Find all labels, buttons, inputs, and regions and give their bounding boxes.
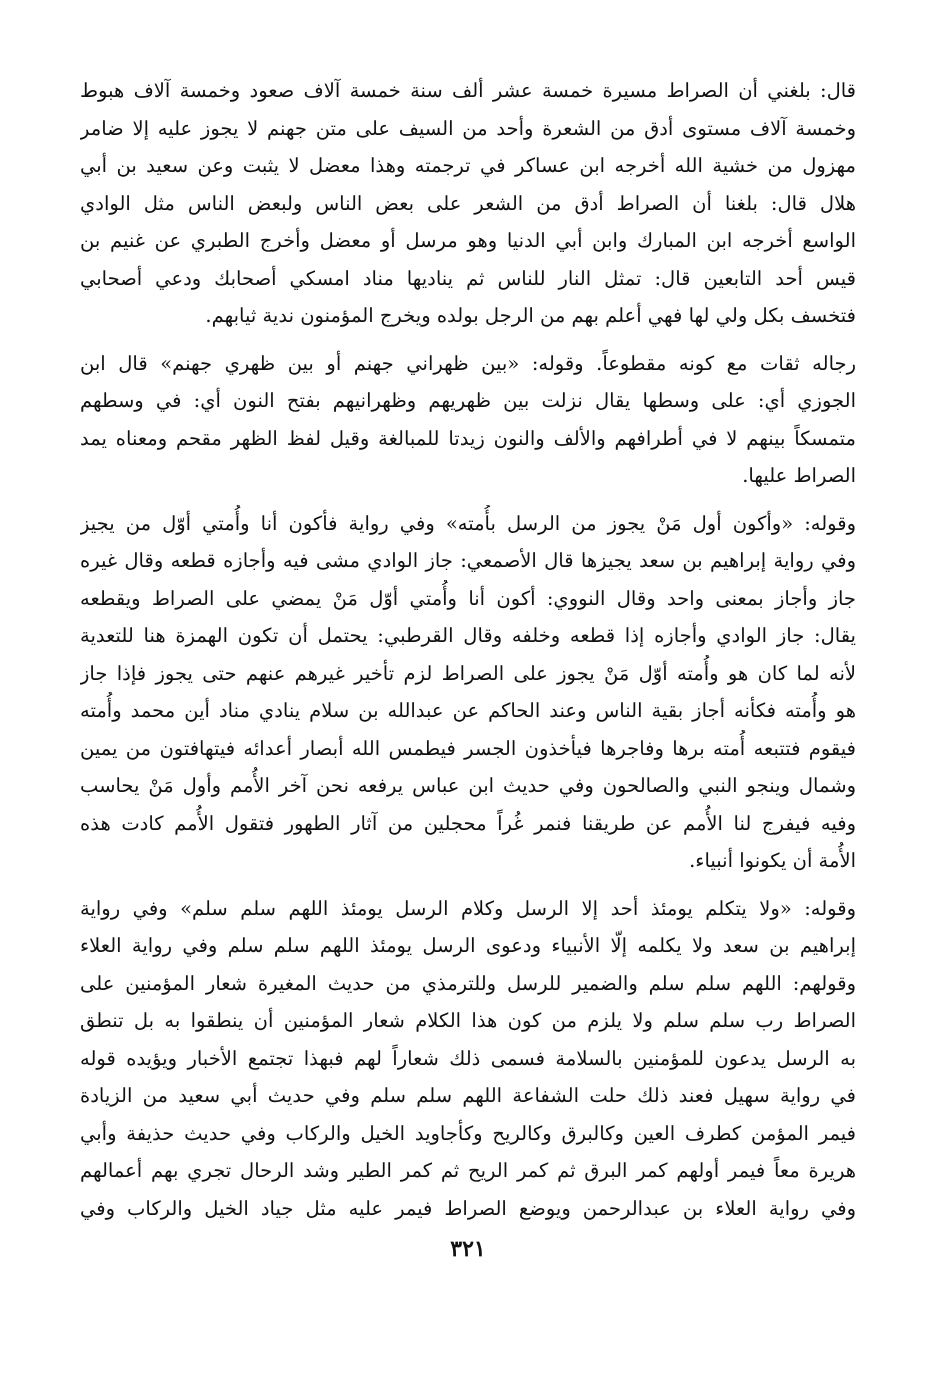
text-line: قال: بلغني أن الصراط مسيرة خمسة عشر ألف سنة خمسة آلاف صعود وخمسة آلاف هبوط	[80, 79, 856, 102]
document-page	[80, 72, 856, 1227]
text-line: قيس أحد التابعين قال: تمثل النار للناس ثم يناديها مناد امسكي أصحابك ودعي أصحابي	[80, 266, 856, 290]
page-number: ٣٢١	[450, 1236, 486, 1262]
text-line: جاز وأجاز بمعنى واحد وقال النووي: أكون أنا وأُمتي أوّل مَنْ يمضي على الصراط ويقطعه	[80, 586, 856, 610]
text-line: الأُمة أن يكونوا أنبياء.	[689, 849, 856, 872]
paragraph-2	[80, 345, 856, 495]
text-line: وفي رواية إبراهيم بن سعد يجيزها قال الأصمعي: جاز الوادي مشى فيه وأجازه قطعه وقال غيره	[80, 549, 856, 572]
text-line: في رواية سهيل فعند ذلك حلت الشفاعة اللهم سلم سلم وفي حديث أبي سعيد من الزيادة	[80, 1084, 856, 1107]
text-line: الصراط عليها.	[742, 464, 856, 487]
text-line: وفي رواية العلاء بن عبدالرحمن ويوضع الصراط فيمر عليه مثل جياد الخيل والركاب وفي	[80, 1196, 856, 1220]
text-line: وفيه فيفرج لنا الأُمم عن طريقنا فنمر غُراً محجلين من آثار الطهور فتقول الأُمم كادت هذه	[80, 811, 856, 835]
text-line: فيقوم فتتبعه أُمته برها وفاجرها فيأخذون الجسر فيطمس الله أبصار أعدائه فيتهافتون من يمين	[80, 736, 856, 760]
text-line: رجاله ثقات مع كونه مقطوعاً. وقوله: «بين ظهراني جهنم أو بين ظهري جهنم» قال ابن	[80, 351, 856, 375]
text-line: يقال: جاز الوادي وأجازه إذا قطعه وخلفه وقال القرطبي: يحتمل أن تكون الهمزة هنا للتعدية	[80, 624, 856, 647]
text-line: هلال قال: بلغنا أن الصراط أدق من الشعر على بعض الناس ولبعض الناس مثل الوادي	[80, 191, 856, 215]
text-line: وقوله: «ولا يتكلم يومئذ أحد إلا الرسل وكلام الرسل يومئذ اللهم سلم سلم» وفي رواية	[80, 896, 856, 920]
text-line: فيمر المؤمن كطرف العين وكالبرق وكالريح وكأجاويد الخيل والركاب وفي حديث حذيفة وأبي	[80, 1121, 856, 1145]
text-line: وقوله: «وأكون أول مَنْ يجوز من الرسل بأُمته» وفي رواية فأكون أنا وأُمتي أوّل من يجيز	[80, 511, 856, 535]
text-line: الصراط رب سلم سلم ولا يلزم من كون هذا الكلام شعار المؤمنين أن ينطقوا به بل تنطق	[80, 1009, 856, 1032]
text-line: الجوزي أي: على وسطها يقال نزلت بين ظهريهم وظهرانيهم بفتح النون أي: في وسطهم	[80, 389, 856, 412]
paragraph-1	[80, 72, 856, 335]
text-line: إبراهيم بن سعد ولا يكلمه إلّا الأنبياء ودعوى الرسل يومئذ اللهم سلم سلم وفي رواية العلاء	[80, 934, 856, 957]
text-line: به الرسل يدعون للمؤمنين بالسلامة فسمى ذلك شعاراً لهم فبهذا تجتمع الأخبار ويؤيده قوله	[80, 1046, 856, 1070]
text-line: متمسكاً بينهم لا في أطرافهم والألف والنون زيدتا للمبالغة وقيل لفظ الظهر مقحم ومعناه يمد	[80, 426, 856, 450]
text-line: وقولهم: اللهم سلم سلم والضمير للرسل وللترمذي من حديث المغيرة شعار المؤمنين على	[80, 971, 856, 995]
text-line: مهزول من خشية الله أخرجه ابن عساكر في ترجمته وهذا معضل لا يثبت وعن سعيد بن أبي	[80, 154, 856, 177]
text-line: هو وأُمته فكأنه أجاز بقية الناس وعند الحاكم عن عبدالله بن سلام ينادي مناد أين محمد وأُمته	[80, 699, 856, 722]
paragraph-3	[80, 505, 856, 880]
text-line: لأنه لما كان هو وأُمته أوّل مَنْ يجوز على الصراط لزم تأخير غيرهم عنهم حتى يجوز فإذا جاز	[80, 661, 856, 685]
text-line: وشمال وينجو النبي والصالحون وفي حديث ابن عباس يرفعه نحن آخر الأُمم وأول مَنْ يحاسب	[80, 774, 856, 797]
text-line: هريرة معاً فيمر أولهم كمر البرق ثم كمر الريح ثم كمر الطير وشد الرحال تجري بهم أعمالهم	[80, 1159, 856, 1182]
text-line: وخمسة آلاف مستوى أدق من الشعرة وأحد من السيف على متن جهنم لا يجوز عليه إلا ضامر	[80, 116, 856, 140]
paragraph-4	[80, 890, 856, 1228]
text-line: فتخسف بكل ولي لها فهي أعلم بهم من الرجل بولده ويخرج المؤمنون ندية ثيابهم.	[205, 304, 856, 327]
text-line: الواسع أخرجه ابن المبارك وابن أبي الدنيا وهو مرسل أو معضل وأخرج الطبري عن غنيم بن	[80, 229, 856, 252]
